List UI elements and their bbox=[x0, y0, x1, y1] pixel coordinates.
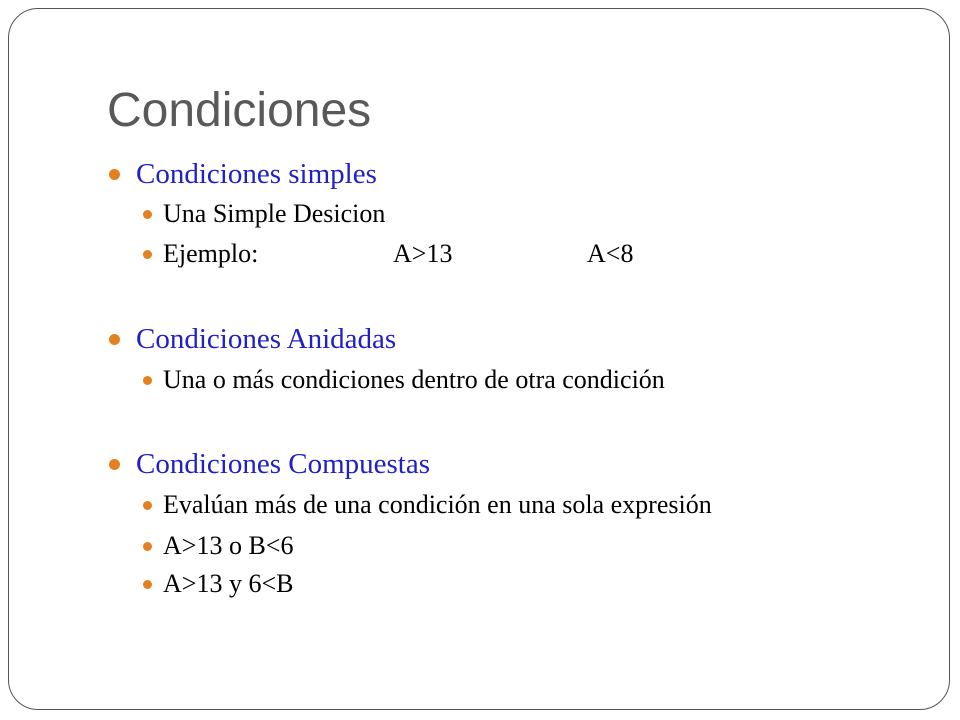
sub-bullet-text: Evalúan más de una condición en una sola expresión bbox=[163, 490, 712, 519]
sub-bullet-text: Una Simple Desicion bbox=[163, 199, 386, 228]
sub-bullet bbox=[163, 529, 293, 563]
section-heading: Condiciones simples bbox=[136, 158, 377, 190]
sub-bullet bbox=[163, 197, 385, 231]
sub-bullet bbox=[163, 488, 712, 522]
example-row bbox=[163, 237, 683, 271]
slide-title: Condiciones bbox=[107, 84, 372, 137]
example-value: A>13 bbox=[393, 239, 453, 268]
bullet-dot-icon bbox=[109, 334, 120, 345]
bullet-dot-icon bbox=[143, 542, 152, 551]
sub-bullet bbox=[163, 567, 293, 601]
sub-bullet-text: A>13 o B<6 bbox=[163, 531, 294, 560]
bullet-dot-icon bbox=[109, 459, 120, 470]
bullet-dot-icon bbox=[143, 376, 152, 385]
bullet-condiciones-compuestas bbox=[136, 446, 430, 482]
section-heading: Condiciones Compuestas bbox=[136, 448, 431, 480]
bullet-dot-icon bbox=[143, 210, 152, 219]
bullet-dot-icon bbox=[143, 250, 152, 259]
bullet-condiciones-anidadas bbox=[136, 321, 396, 357]
section-heading: Condiciones Anidadas bbox=[136, 323, 397, 355]
sub-bullet-text: Una o más condiciones dentro de otra condición bbox=[163, 365, 665, 394]
sub-bullet bbox=[163, 363, 665, 397]
example-label: Ejemplo: bbox=[163, 239, 259, 268]
bullet-condiciones-simples bbox=[136, 156, 377, 192]
sub-bullet-text: A>13 y 6<B bbox=[163, 569, 294, 598]
example-value: A<8 bbox=[587, 239, 634, 268]
bullet-dot-icon bbox=[143, 501, 152, 510]
bullet-dot-icon bbox=[109, 169, 120, 180]
bullet-dot-icon bbox=[143, 580, 152, 589]
